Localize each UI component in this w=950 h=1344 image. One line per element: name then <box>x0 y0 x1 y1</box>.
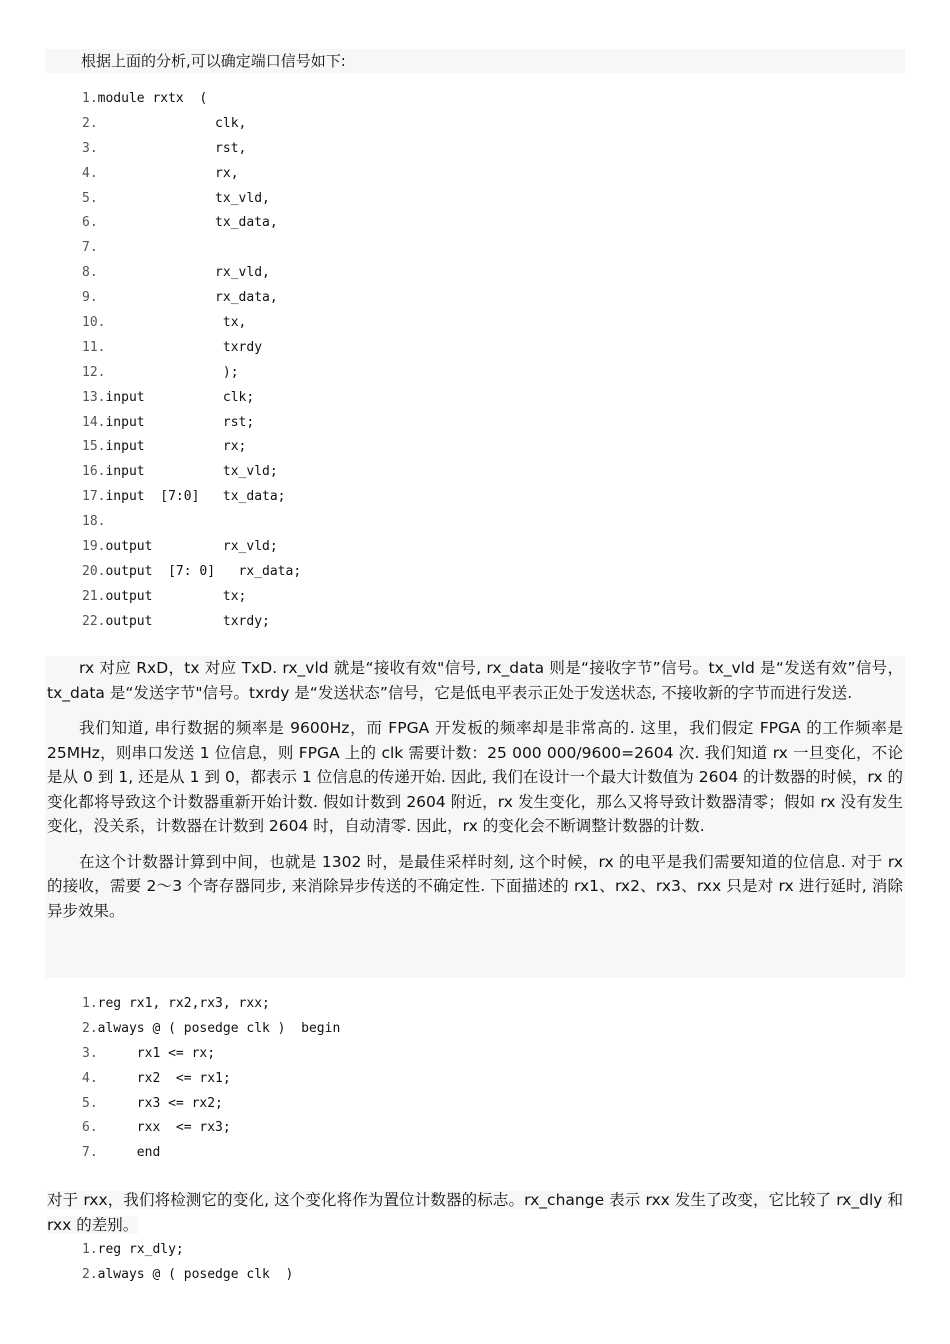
code-line <box>82 485 301 510</box>
line-number: 10. <box>82 315 106 331</box>
code-text: output rx_vld; <box>105 539 278 555</box>
code-line <box>82 286 301 311</box>
intro-block <box>45 49 905 73</box>
code-line <box>82 112 301 137</box>
line-number: 1. <box>82 1242 98 1257</box>
code-text: rx_data, <box>97 290 278 306</box>
code-text: clk, <box>97 115 247 131</box>
code-line <box>82 261 301 286</box>
line-number: 6. <box>82 215 98 231</box>
line-number: 1. <box>82 91 98 106</box>
line-number: 5. <box>82 190 98 206</box>
code-line <box>82 460 301 485</box>
code-text: rx1 <= rx; <box>97 1045 216 1061</box>
code-text: rx2 <= rx1; <box>97 1070 231 1086</box>
code-text: input tx_vld; <box>105 464 278 480</box>
line-number: 21. <box>82 588 106 604</box>
code-text: always @ ( posedge clk ) begin <box>97 1020 341 1036</box>
code-line <box>82 1092 340 1117</box>
line-number: 2. <box>82 115 98 131</box>
code-text: input [7:0] tx_data; <box>105 489 286 505</box>
code-line <box>82 560 301 585</box>
line-number: 2. <box>82 1020 98 1036</box>
code-line <box>82 535 301 560</box>
code-line <box>82 386 301 411</box>
code-line <box>82 510 301 535</box>
line-number: 6. <box>82 1120 98 1136</box>
code-line <box>82 1017 340 1042</box>
code-line <box>82 162 301 187</box>
code-line <box>82 992 340 1017</box>
code-text: tx, <box>105 315 247 331</box>
line-number: 12. <box>82 364 106 380</box>
code-text: tx_vld, <box>97 190 270 206</box>
paragraph-sampling: 在这个计数器计算到中间，也就是 1302 时，是最佳采样时刻, 这个时候，rx 的电平是我们需要知道的位信息. 对于 rx 的接收，需要 2～3 个寄存器同步, 来消除异步传送的不确定性. 下面描述的 rx1、rx2、rx3、rxx 只是对 rx 进行延时, 消除异步效果。 <box>47 852 903 920</box>
code-line <box>82 211 301 236</box>
change-detect-block <box>45 1188 905 1237</box>
code-line <box>82 411 301 436</box>
code-text: always @ ( posedge clk ) <box>97 1266 294 1282</box>
code-line <box>82 1238 293 1263</box>
line-number: 3. <box>82 1045 98 1061</box>
code-line <box>82 187 301 212</box>
explanation-block <box>45 656 905 978</box>
code-line <box>82 336 301 361</box>
code-text: input rx; <box>105 439 247 455</box>
code-line <box>82 435 301 460</box>
code-line <box>82 87 301 112</box>
code-text: reg rx1, rx2,rx3, rxx; <box>97 996 270 1011</box>
code-text: output [7: 0] rx_data; <box>105 563 302 579</box>
code-line <box>82 1263 293 1288</box>
code-text: output txrdy; <box>105 613 270 629</box>
line-number: 13. <box>82 389 106 405</box>
code-text: ); <box>105 364 239 380</box>
code-line <box>82 311 301 336</box>
code-line <box>82 1141 340 1166</box>
line-number: 22. <box>82 613 106 629</box>
line-number: 4. <box>82 1070 98 1086</box>
paragraph-signals: rx 对应 RxD，tx 对应 TxD. rx_vld 就是“接收有效"信号, rx_data 则是“接收字节”信号。tx_vld 是“发送有效”信号，tx_data 是“发送字节"信号。txrdy 是“发送状态”信号，它是低电平表示正处于发送状态, 不接收新的字节而进行发送. <box>47 659 903 702</box>
code-line <box>82 236 301 261</box>
intro-text: 根据上面的分析,可以确定端口信号如下: <box>81 52 346 70</box>
code-line <box>82 137 301 162</box>
code-line <box>82 1067 340 1092</box>
code-text: txrdy <box>105 339 263 355</box>
paragraph-rx-change: 对于 rxx，我们将检测它的变化, 这个变化将作为置位计数器的标志。rx_change 表示 rxx 发生了改变，它比较了 rx_dly 和 rxx 的差别。 <box>47 1191 903 1234</box>
line-number: 2. <box>82 1266 98 1282</box>
line-number: 1. <box>82 996 98 1011</box>
line-number: 7. <box>82 1145 98 1161</box>
code-block-rx-sync <box>82 992 340 1166</box>
code-block-rx-dly <box>82 1238 293 1288</box>
line-number: 4. <box>82 165 98 181</box>
line-number: 9. <box>82 290 98 306</box>
line-number: 14. <box>82 414 106 430</box>
code-text: rx_vld, <box>97 265 270 281</box>
line-number: 3. <box>82 140 98 156</box>
paragraph-counter: 我们知道, 串行数据的频率是 9600Hz，而 FPGA 开发板的频率却是非常高的. 这里，我们假定 FPGA 的工作频率是 25MHz，则串口发送 1 位信息，则 FPGA 上的 clk 需要计数：25 000 000/9600=2604 次. 我们知道 rx 一旦变化，不论是从 0 到 1, 还是从 1 到 0，都表示 1 位信息的传递开始. 因此, 我们在设计一个最大计数值为 2604 的计数器的时候，rx 的变化都将导致这个计数器重新开始计数. 假如计数到 2604 附近，rx 发生变化，那么又将导致计数器清零；假如 rx 没有发生变化，没关系，计数器在计数到 2604 时，自动清零. 因此，rx 的变化会不断调整计数器的计数. <box>47 719 903 835</box>
code-text: output tx; <box>105 588 247 604</box>
code-text: module rxtx ( <box>97 91 208 106</box>
line-number: 7. <box>82 240 98 256</box>
code-text: rx, <box>97 165 239 181</box>
code-text: input rst; <box>105 414 255 430</box>
line-number: 11. <box>82 339 106 355</box>
line-number: 19. <box>82 539 106 555</box>
line-number: 5. <box>82 1095 98 1111</box>
line-number: 18. <box>82 514 106 530</box>
code-text: rx3 <= rx2; <box>97 1095 223 1111</box>
line-number: 16. <box>82 464 106 480</box>
code-text: rst, <box>97 140 247 156</box>
code-text: input clk; <box>105 389 255 405</box>
line-number: 8. <box>82 265 98 281</box>
line-number: 15. <box>82 439 106 455</box>
code-line <box>82 1042 340 1067</box>
line-number: 20. <box>82 563 106 579</box>
code-text: tx_data, <box>97 215 278 231</box>
code-text: end <box>97 1145 161 1161</box>
code-text: reg rx_dly; <box>97 1242 184 1257</box>
code-text: rxx <= rx3; <box>97 1120 231 1136</box>
code-line <box>82 361 301 386</box>
code-block-port-declaration <box>82 87 301 635</box>
code-line <box>82 585 301 610</box>
line-number: 17. <box>82 489 106 505</box>
code-line <box>82 1116 340 1141</box>
code-line <box>82 610 301 635</box>
